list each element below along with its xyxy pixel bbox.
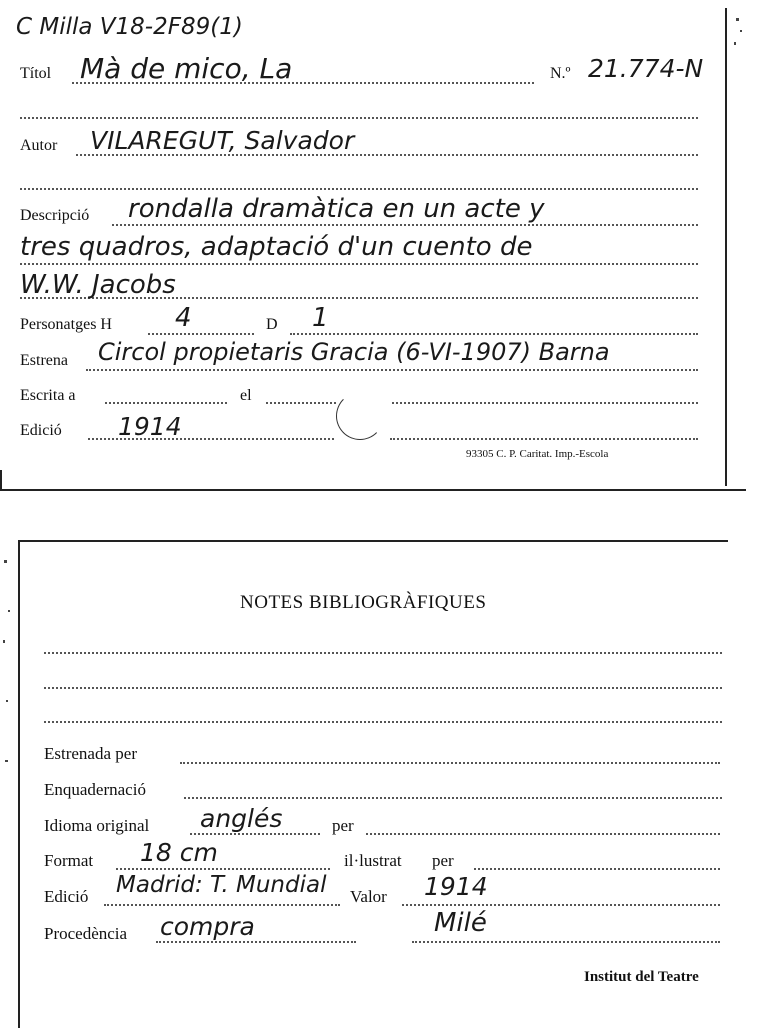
procedencia-extra: Milé (434, 908, 487, 938)
speck (8, 610, 10, 612)
personatges-d-line (290, 333, 698, 335)
edicio-line-2 (390, 438, 698, 440)
speck (6, 700, 8, 702)
illustrat-per-label: per (432, 851, 454, 870)
speck (3, 640, 5, 643)
descripcio-line-1 (112, 224, 698, 226)
estrena-label: Estrena (20, 352, 68, 369)
enquadernacio-label: Enquadernació (44, 780, 146, 799)
blank-line (44, 687, 722, 689)
descripcio-value-3: W.W. Jacobs (20, 270, 176, 300)
estrena-line (86, 369, 698, 371)
descripcio-value-2: tres quadros, adaptació d'un cuento de (20, 232, 533, 262)
personatges-d-value: 1 (312, 303, 329, 333)
punch-hole (336, 392, 384, 440)
idioma-line (190, 833, 320, 835)
edicio2-label: Edició (44, 887, 89, 906)
card-bottom-border (0, 489, 746, 491)
edicio-label: Edició (20, 422, 62, 439)
procedencia-value: compra (160, 912, 255, 941)
edicio-value: 1914 (118, 412, 182, 441)
el-label: el (240, 387, 252, 404)
speck (4, 560, 7, 563)
idioma-label: Idioma original (44, 816, 150, 835)
num-label: N.º (550, 65, 571, 82)
escrita-label: Escrita a (20, 387, 76, 404)
blank-line (20, 117, 698, 119)
titol-value: Mà de mico, La (80, 52, 293, 85)
descripcio-value-1: rondalla dramàtica en un acte y (128, 194, 545, 224)
descripcio-label: Descripció (20, 207, 90, 224)
speck (740, 30, 742, 32)
personatges-label: Personatges H (20, 316, 112, 333)
titol-label: Títol (20, 65, 52, 82)
estrena-value: Circol propietaris Gracia (6-VI-1907) Barna (98, 338, 610, 366)
descripcio-line-2 (20, 263, 698, 265)
valor-label: Valor (350, 887, 387, 906)
autor-value: VILAREGUT, Salvador (90, 126, 355, 155)
printer-imprint: 93305 C. P. Caritat. Imp.-Escola (466, 448, 609, 460)
procedencia-line-2 (412, 941, 720, 943)
edicio2-value: Madrid: T. Mundial (116, 872, 327, 898)
enquadernacio-line (184, 797, 722, 799)
card-left-border (18, 540, 20, 1028)
format-value: 18 cm (140, 838, 218, 867)
autor-label: Autor (20, 137, 58, 154)
idioma-value: anglés (200, 804, 283, 833)
num-value: 21.774-N (588, 54, 704, 83)
format-line (116, 868, 330, 870)
blank-line (44, 652, 722, 654)
shelfmark: C Milla V18-2F89(1) (16, 14, 243, 40)
procedencia-label: Procedència (44, 924, 128, 943)
card-right-border (725, 8, 727, 486)
personatges-h-value: 4 (175, 303, 192, 333)
valor-line (402, 904, 720, 906)
idioma-per-label: per (332, 816, 354, 835)
institution-name: Institut del Teatre (584, 969, 699, 985)
blank-line (20, 188, 698, 190)
procedencia-line (156, 941, 356, 943)
edicio2-line (104, 904, 340, 906)
estrenada-line (180, 762, 720, 764)
illustrat-line (474, 868, 720, 870)
blank-line (44, 721, 722, 723)
valor-value: 1914 (424, 872, 488, 901)
el-line (266, 402, 336, 404)
illustrat-label: il·lustrat (344, 851, 402, 870)
notes-heading: NOTES BIBLIOGRÀFIQUES (240, 592, 487, 613)
card-left-border (0, 470, 2, 490)
speck (5, 760, 8, 762)
personatges-h-line (148, 333, 254, 335)
estrenada-label: Estrenada per (44, 744, 137, 763)
idioma-per-line (366, 833, 720, 835)
escrita-line (105, 402, 227, 404)
card-top-border (20, 540, 728, 542)
personatges-d-label: D (266, 316, 278, 333)
speck (736, 18, 739, 21)
el-line-2 (392, 402, 698, 404)
format-label: Format (44, 851, 94, 870)
speck (734, 42, 736, 45)
